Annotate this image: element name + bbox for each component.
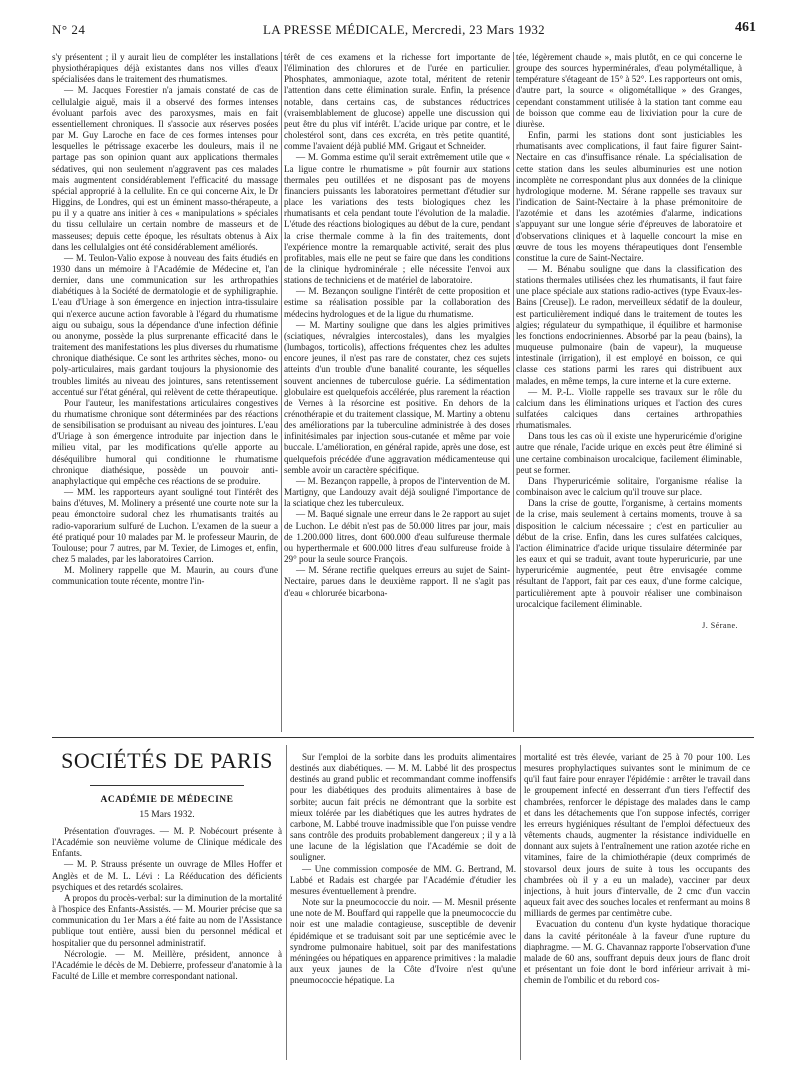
paragraph: Dans la crise de goutte, l'organisme, à certains moments de la crise, mais seulement à certains moments, trouve à sa disposition le calcium nécessaire ; c'est en particulier au début de la crise. Enfin, dans les cures sulfatées calciques, l'action éliminatrice d'acide urique tissulaire déterminée par les eaux et qui se traduit, avant toute hyperuricurie, par une hyperuricémie augmentée, peut être envisagée comme résultant de l'apport, fait par ces eaux, d'une forme calcique, particulièrement apte à pouvoir réaliser une combinaison urocalcique facilement éliminable.: [516, 498, 742, 609]
paragraph: — M. Bénabu souligne que dans la classification des stations thermales utilisées chez les rhumatisants, il faut faire une place spéciale aux stations radio-actives (type Evaux-les-Bains [Creuse]). Le radon, merveilleux sédatif de la douleur, est particulièrement indiqué dans le traitement de toutes les algies; régulateur du sympathique, il équilibre et harmonise les fonctions endocriniennes. Absorbé par la peau (bains), la muqueuse pulmonaire (bain de vapeur), la muqueuse intestinale (irrigation), il est employé en boisson, ce qui classe ces stations parmi les rares qui distribuent aux malades, en même temps, la cure interne et la cure externe.: [516, 263, 742, 386]
bottom-column-3: [524, 752, 750, 1062]
page-header: [52, 20, 756, 40]
paragraph: — M. P. Strauss présente un ouvrage de Mlles Hoffer et Anglès et de M. L. Lévi : La Rééducation des déficients psychiques et des retardés scolaires.: [52, 859, 282, 892]
session-date: 15 Mars 1932.: [139, 810, 195, 820]
section-title: SOCIÉTÉS DE PARIS: [61, 748, 273, 773]
paragraph: — M. Teulon-Valio expose à nouveau des faits étudiés en 1930 dans un mémoire à l'Académie de Médecine et, l'an dernier, dans une communication sur les arthropathies diabétiques à la Société de dermatologie et de syphiligraphie. L'eau d'Uriage à son émergence en injection intra-tissulaire qui n'exerce aucune action favorable à l'égard du rhumatisme aigu ou subaigu, sous la dépendance d'une infection définie ou anonyme, possède la plus surprenante efficacité dans le traitement des manifestations les plus diverses du rhumatisme chronique diathésique. Ce sont les arthrites sèches, mono- ou poly-articulaires, mais gardant toujours la physionomie des troubles limités au niveau des jointures, sans retentissement accentué sur l'état général, qui relèvent de cette thérapeutique.: [52, 252, 278, 397]
paragraph: tée, légèrement chaude », mais plutôt, en ce qui concerne le groupe des sources hyperminérales, d'eau polymétallique, à température s'étageant de 15° à 52°. Les rapporteurs ont omis, d'autre part, la source « oligométallique » des Granges, cependant constamment utilisée à la station tant comme eau de boisson que comme eau de lixiviation pour la cure de diurèse.: [516, 52, 742, 129]
paragraph: Dans l'hyperuricémie solitaire, l'organisme réalise la combinaison avec le calcium qu'il trouve sur place.: [516, 475, 742, 498]
paragraph: A propos du procès-verbal: sur la diminution de la mortalité à l'hospice des Enfants-Assistés. — M. Mourier précise que sa communication du 1er Mars a été faite au nom de l'Assistance publique tout entière, aussi bien du personnel médical et hospitalier que du personnel administratif.: [52, 892, 282, 948]
column-divider: [513, 52, 514, 732]
paragraph: Présentation d'ouvrages. — M. P. Nobécourt présente à l'Académie son neuvième volume de Clinique médicale des Enfants.: [52, 826, 282, 859]
column-divider: [281, 52, 282, 732]
paragraph: — Une commission composée de MM. G. Bertrand, M. Labbé et Radais est chargée par l'Académie d'étudier les mesures éventuellement à prendre.: [290, 863, 516, 896]
paragraph: — M. Jacques Forestier n'a jamais constaté de cas de cellulalgie aiguë, mais il a observé des formes intenses évoluant parfois avec des paroxysmes, mais en fait essentiellement chroniques. Il s'associe aux réserves posées par M. Guy Laroche en face de ces formes intenses pour lesquelles le pétrissage exacerbe les douleurs, mais il ne partage pas son opinion quant aux applications thermales sédatives, qui non seulement n'aggravent pas ces malades mais augmentent considérablement l'efficacité du massage spécial approprié à la cellulite. En ce qui concerne Aix, le Dr Higgins, de Londres, qui est un éminent masso-thérapeute, a pu il y a quatre ans initier à ces « manipulations » spéciales du tissu cellulaire un certain nombre de masseurs et de masseuses; depuis cette époque, les résultats obtenus à Aix dans les cellulalgies ont été considérablement améliorés.: [52, 85, 278, 252]
paragraph: Note sur la pneumococcie du noir. — M. Mesnil présente une note de M. Bouffard qui rappelle que la pneumococcie du noir est une maladie contagieuse, susceptible de devenir épidémique et se traduisant soit par une septicémie avec le syndrome pulmonaire habituel, soit par des manifestations méningées ou hépatiques en apparence primitives : la maladie aux yeux jaunes de la Côte d'Ivoire n'est qu'une pneumococcie hépatique. La: [290, 897, 516, 986]
column-divider: [520, 745, 521, 1060]
paragraph: s'y présentent ; il y aurait lieu de compléter les installations physiothérapiques déjà existantes dans nos villes d'eaux spécialisées dans le traitement des rhumatismes.: [52, 52, 278, 85]
paragraph: Enfin, parmi les stations dont sont justiciables les rhumatisants avec complications, il faut faire figurer Saint-Nectaire en cas d'insuffisance rénale. La spécialisation de cette station dans les seules albuminuries est une notion incomplète ne correspondant plus aux données de la clinique hydrologique moderne. M. Sérane rappelle ses travaux sur l'indication de Saint-Nectaire à la phase prémonitoire de l'azotémie et dans les azotémies d'alarme, indications s'appuyant sur une longue série d'épreuves de laboratoire et d'observations cliniques et à laquelle concourt la mise en œuvre de tous les moyens thérapeutiques dont l'ensemble constitue la cure de Saint-Nectaire.: [516, 130, 742, 263]
paragraph: — M. Baqué signale une erreur dans le 2e rapport au sujet de Luchon. Le débit n'est pas de 50.000 litres par jour, mais de 1.200.000 litres, dont 600.000 d'eau sulfureuse thermale ou hyperthermale et 600.000 litres d'eau sulfureuse froide à 29° pour la seule source François.: [284, 509, 510, 565]
bottom-column-2: [290, 752, 516, 1062]
paragraph: mortalité est très élevée, variant de 25 à 70 pour 100. Les mesures prophylactiques suivantes sont le minimum de ce qu'il faut faire pour enrayer l'épidémie : arrêter le travail dans le groupement infecté en desserrant d'un tiers l'effectif des chambrées, renforcer le dépistage des malades dans le camp et dans les détachements que l'on suppose infectés, corriger les erreurs hygiéniques résultant de l'emploi défectueux des vêtements chauds, augmenter la résistance individuelle en donnant aux sujets à l'entraînement une ration azotée riche en vitamines, faire de la chimiothérapie (deux comprimés de stovarsol deux jours de suite à tous les occupants des chambrées où il y a eu un malade), vacciner par deux injections, à huit jours d'intervalle, de 2 cmc d'un vaccin aqueux fait avec des souches locales et renfermant au moins 8 milliards de germes par centimètre cube.: [524, 752, 750, 919]
title-rule: [90, 785, 244, 786]
paragraph: — MM. les rapporteurs ayant souligné tout l'intérêt des bains d'étuves, M. Molinery a présenté une courte note sur la peau émonctoire sudoral chez les rhumatisants traités au radio-vaporarium sulfuré de Luchon. L'examen de la sueur a été pratiqué pour 10 malades par M. le professeur Maurin, de Toulouse; pour 7 autres, par M. Texier, de Limoges et, enfin, chez 5 malades, par les laboratoires Carrion.: [52, 487, 278, 565]
paragraph: Dans tous les cas où il existe une hyperuricémie d'origine autre que rénale, l'acide urique en excès peut être éliminé si une certaine combinaison urocalcique, facilement éliminable, peut se former.: [516, 431, 742, 475]
bottom-column-1: [52, 826, 282, 1046]
paragraph: Sur l'emploi de la sorbite dans les produits alimentaires destinés aux diabétiques. — M. M. Labbé lit des prospectus destinés au grand public et recommandant comme inoffensifs pour les diabétiques des produits alimentaires à base de sorbite; aucun fait précis ne démontrant que la sorbite est mieux tolérée par les diabétiques que les autres hydrates de carbone, M. Labbé trouve inadmissible que l'on puisse vendre sans contrôle des produits probablement dangereux ; il y a là une lacune de la législation que l'Académie se doit de souligner.: [290, 752, 516, 863]
paragraph: Pour l'auteur, les manifestations articulaires congestives du rhumatisme chronique sont déterminées par des réactions de sensibilisation se produisant au niveau des jointures. L'eau d'Uriage à son émergence introduite par injection dans le milieu vital, par les modifications qu'elle apporte au déséquilibre humoral qui conditionne le rhumatisme chronique diathésique, possède un pouvoir anti-anaphylactique qui empêche ces réactions de se produire.: [52, 397, 278, 486]
paragraph: — M. Martiny souligne que dans les algies primitives (sciatiques, névralgies intercostales), dans les myalgies (lumbagos, torticolis), affections fréquentes chez les adultes encore jeunes, il n'est pas rare de constater, chez ces sujets atteints d'un trouble d'une banalité courante, les séquelles souvent anciennes de tuberculose guérie. La sédimentation globulaire est quelquefois accélérée, plus rarement la réaction de Vernes à la résorcine est positive. En dehors de la crénothérapie et du traitement classique, M. Martiny a obtenu des améliorations par la tuberculine administrée à des doses infinitésimales par injection sous-cutanée et même par voie buccale. L'amélioration, en général rapide, après une dose, est quelquefois précédée d'une aggravation médicamenteuse qui semble avoir un caractère spécifique.: [284, 319, 510, 475]
top-column-3: [516, 52, 742, 732]
issue-number: N° 24: [52, 22, 86, 37]
paragraph: — M. Bezançon souligne l'intérêt de cette proposition et estime sa réalisation possible par la collaboration des médecins hydrologues et de la ligue du rhumatisme.: [284, 286, 510, 319]
journal-title: LA PRESSE MÉDICALE, Mercredi, 23 Mars 1932: [263, 22, 545, 37]
paragraph: M. Molinery rappelle que M. Maurin, au cours d'une communication toute récente, montre l'in-: [52, 565, 278, 587]
paragraph: Evacuation du contenu d'un kyste hydatique thoracique dans la cavité péritonéale à la faveur d'une rupture du diaphragme. — M. G. Chavannaz rapporte l'observation d'une malade de 60 ans, souffrant depuis deux jours de flanc droit et présentant un foie dont le bord inférieur arrivait à mi-chemin de l'ombilic et du rebord cos-: [524, 919, 750, 986]
signature: J. Sérane.: [702, 620, 738, 630]
top-column-2: [284, 52, 510, 732]
column-divider: [286, 745, 287, 1060]
top-column-1: [52, 52, 278, 732]
paragraph: — M. Gomma estime qu'il serait extrêmement utile que « La ligue contre le rhumatisme » pût fournir aux stations thermales peu outillées et ne disposant pas de moyens financiers puissants les laboratoires permettant d'étudier sur place les variations des tests biologiques chez les rhumatisants et cela pendant toute l'évolution de la maladie. L'étude des réactions biologiques au début de la cure, pendant la crise thermale comme à la fin des traitements, dont l'expérience montre la remarquable activité, serait des plus profitables, mais elle ne peut se faire que dans les conditions de la clinique hydrominérale ; elle nécessite l'envoi aux stations de techniciens et de matériel de laboratoire.: [284, 152, 510, 286]
paragraph: Nécrologie. — M. Meillère, président, annonce à l'Académie le décès de M. Debierre, professeur d'anatomie à la Faculté de Lille et membre correspondant national.: [52, 948, 282, 982]
paragraph: térêt de ces examens et la richesse fort importante de l'élimination des chlorures et de l'urée en particulier. Phosphates, ammoniaque, azote total, méritent de retenir l'attention dans cette élimination surale. Enfin, la présence notable, dans certains cas, de substances réductrices (vraisemblablement de glucose) appelle une discussion qui peut être du plus vif intérêt. L'acide urique par contre, et le cholestérol sont, dans ces excréta, en très petite quantité, comme l'avaient déjà publié MM. Grigaut et Schneider.: [284, 52, 510, 152]
paragraph: — M. Sérane rectifie quelques erreurs au sujet de Saint-Nectaire, parues dans le deuxième rapport. Il ne s'agit pas d'eau « chlorurée bicarbona-: [284, 565, 510, 598]
paragraph: — M. Bezançon rappelle, à propos de l'intervention de M. Martigny, que Landouzy avait déjà souligné l'importance de la sciatique chez les tuberculeux.: [284, 475, 510, 509]
academy-heading: ACADÉMIE DE MÉDECINE: [100, 795, 234, 805]
section-separator: [52, 737, 754, 738]
page-number: 461: [735, 20, 756, 35]
paragraph: — M. P.-L. Violle rappelle ses travaux sur le rôle du calcium dans les éliminations uriques et l'action des cures sulfatées calciques dans certaines arthropathies rhumatismales.: [516, 386, 742, 431]
